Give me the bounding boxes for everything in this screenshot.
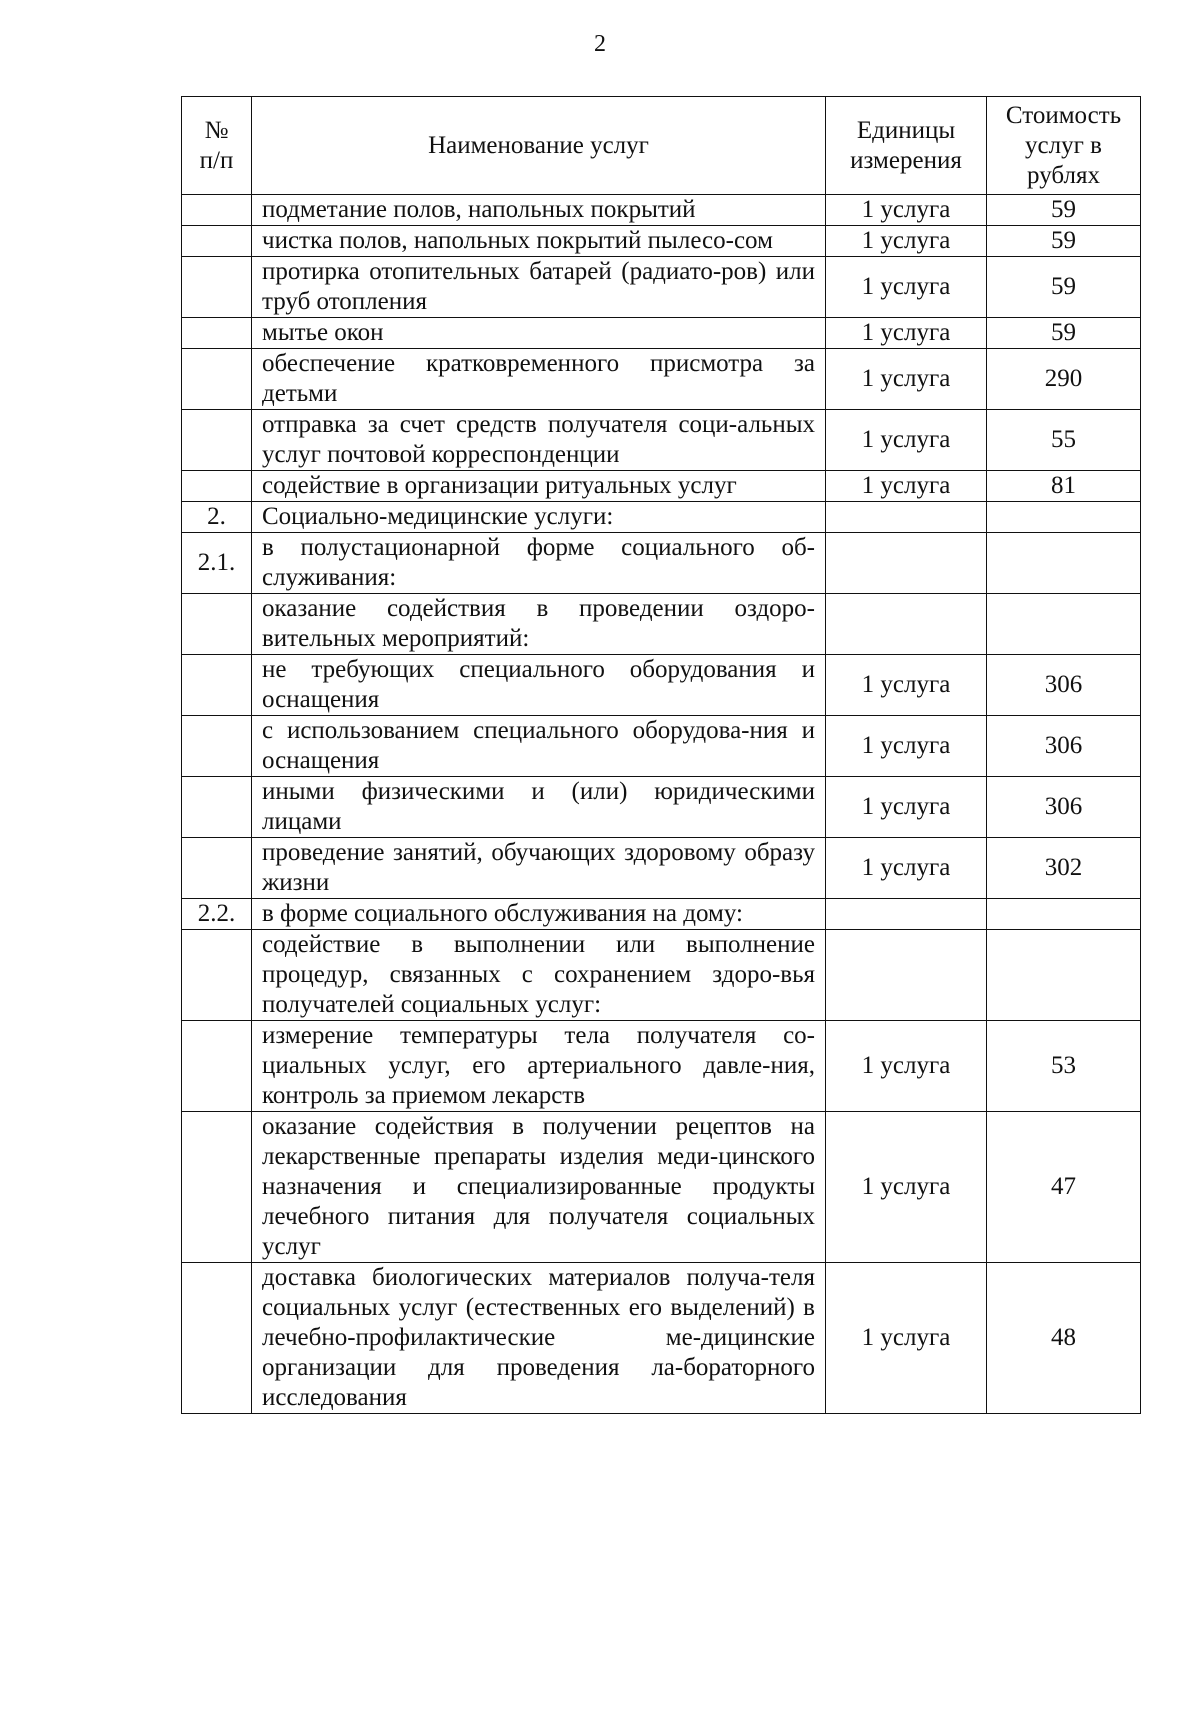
row-number [182, 226, 252, 257]
row-service-name: обеспечение кратковременного присмотра за детьми [252, 349, 826, 410]
row-unit: 1 услуга [826, 716, 987, 777]
row-price [987, 502, 1141, 533]
row-unit: 1 услуга [826, 1112, 987, 1263]
row-price: 59 [987, 226, 1141, 257]
row-number [182, 716, 252, 777]
row-unit [826, 533, 987, 594]
row-number [182, 318, 252, 349]
row-service-name: не требующих специального оборудования и оснащения [252, 655, 826, 716]
row-price: 306 [987, 716, 1141, 777]
row-number [182, 1112, 252, 1263]
row-price [987, 594, 1141, 655]
row-number [182, 410, 252, 471]
row-number [182, 930, 252, 1021]
table-row [182, 471, 1141, 502]
table-row [182, 594, 1141, 655]
row-unit [826, 502, 987, 533]
row-price: 48 [987, 1263, 1141, 1414]
row-unit: 1 услуга [826, 471, 987, 502]
row-unit: 1 услуга [826, 349, 987, 410]
row-price: 55 [987, 410, 1141, 471]
table-row [182, 226, 1141, 257]
table-row [182, 1021, 1141, 1112]
row-service-name: измерение температуры тела получателя со-циальных услуг, его артериального давле-ния, контроль за приемом лекарств [252, 1021, 826, 1112]
row-unit: 1 услуга [826, 655, 987, 716]
row-number: 2.2. [182, 899, 252, 930]
table-row [182, 257, 1141, 318]
row-unit: 1 услуга [826, 777, 987, 838]
row-unit: 1 услуга [826, 226, 987, 257]
row-price: 290 [987, 349, 1141, 410]
row-service-name: подметание полов, напольных покрытий [252, 195, 826, 226]
row-service-name: доставка биологических материалов получа-теля социальных услуг (естественных его выделений) в лечебно-профилактические ме-дицинские организации для проведения ла-бораторного исследования [252, 1263, 826, 1414]
header-price: Стоимость услуг в рублях [987, 97, 1141, 195]
table-row [182, 1112, 1141, 1263]
row-price: 302 [987, 838, 1141, 899]
table-row [182, 777, 1141, 838]
table-row [182, 899, 1141, 930]
table-row [182, 195, 1141, 226]
row-number [182, 1021, 252, 1112]
row-unit: 1 услуга [826, 257, 987, 318]
page-number: 2 [594, 31, 606, 57]
row-service-name: Социально-медицинские услуги: [252, 502, 826, 533]
table-header-row [182, 97, 1141, 195]
row-unit: 1 услуга [826, 838, 987, 899]
row-price [987, 899, 1141, 930]
row-service-name: оказание содействия в проведении оздоро-вительных мероприятий: [252, 594, 826, 655]
row-number [182, 195, 252, 226]
row-service-name: мытье окон [252, 318, 826, 349]
row-unit: 1 услуга [826, 1263, 987, 1414]
table-row [182, 716, 1141, 777]
row-unit: 1 услуга [826, 1021, 987, 1112]
row-price: 59 [987, 195, 1141, 226]
row-number [182, 349, 252, 410]
row-price: 47 [987, 1112, 1141, 1263]
row-price: 53 [987, 1021, 1141, 1112]
row-price [987, 930, 1141, 1021]
row-service-name: отправка за счет средств получателя соци-альных услуг почтовой корреспонденции [252, 410, 826, 471]
table-row [182, 838, 1141, 899]
table-row [182, 1263, 1141, 1414]
row-number [182, 1263, 252, 1414]
header-unit: Единицы измерения [826, 97, 987, 195]
row-unit: 1 услуга [826, 410, 987, 471]
row-service-name: в полустационарной форме социального об-служивания: [252, 533, 826, 594]
row-service-name: содействие в выполнении или выполнение процедур, связанных с сохранением здоро-вья получателей социальных услуг: [252, 930, 826, 1021]
row-price [987, 533, 1141, 594]
row-unit: 1 услуга [826, 318, 987, 349]
row-service-name: протирка отопительных батарей (радиато-ров) или труб отопления [252, 257, 826, 318]
row-unit [826, 594, 987, 655]
table-row [182, 349, 1141, 410]
table-row [182, 502, 1141, 533]
table-row [182, 930, 1141, 1021]
row-service-name: оказание содействия в получении рецептов на лекарственные препараты изделия меди-цинского назначения и специализированные продукты лечебного питания для получателя социальных услуг [252, 1112, 826, 1263]
row-number [182, 594, 252, 655]
row-service-name: в форме социального обслуживания на дому: [252, 899, 826, 930]
row-number: 2. [182, 502, 252, 533]
row-service-name: проведение занятий, обучающих здоровому образу жизни [252, 838, 826, 899]
row-service-name: чистка полов, напольных покрытий пылесо-сом [252, 226, 826, 257]
row-service-name: содействие в организации ритуальных услуг [252, 471, 826, 502]
table-row [182, 318, 1141, 349]
row-price: 306 [987, 777, 1141, 838]
table-row [182, 410, 1141, 471]
row-number: 2.1. [182, 533, 252, 594]
row-unit: 1 услуга [826, 195, 987, 226]
row-number [182, 838, 252, 899]
row-price: 59 [987, 257, 1141, 318]
header-number: № п/п [182, 97, 252, 195]
row-number [182, 257, 252, 318]
services-price-table [181, 96, 1141, 1414]
row-price: 306 [987, 655, 1141, 716]
row-price: 59 [987, 318, 1141, 349]
row-number [182, 655, 252, 716]
header-service-name: Наименование услуг [252, 97, 826, 195]
row-unit [826, 899, 987, 930]
table-row [182, 533, 1141, 594]
row-number [182, 471, 252, 502]
row-service-name: иными физическими и (или) юридическими лицами [252, 777, 826, 838]
row-number [182, 777, 252, 838]
row-price: 81 [987, 471, 1141, 502]
row-service-name: с использованием специального оборудова-ния и оснащения [252, 716, 826, 777]
row-unit [826, 930, 987, 1021]
table-row [182, 655, 1141, 716]
